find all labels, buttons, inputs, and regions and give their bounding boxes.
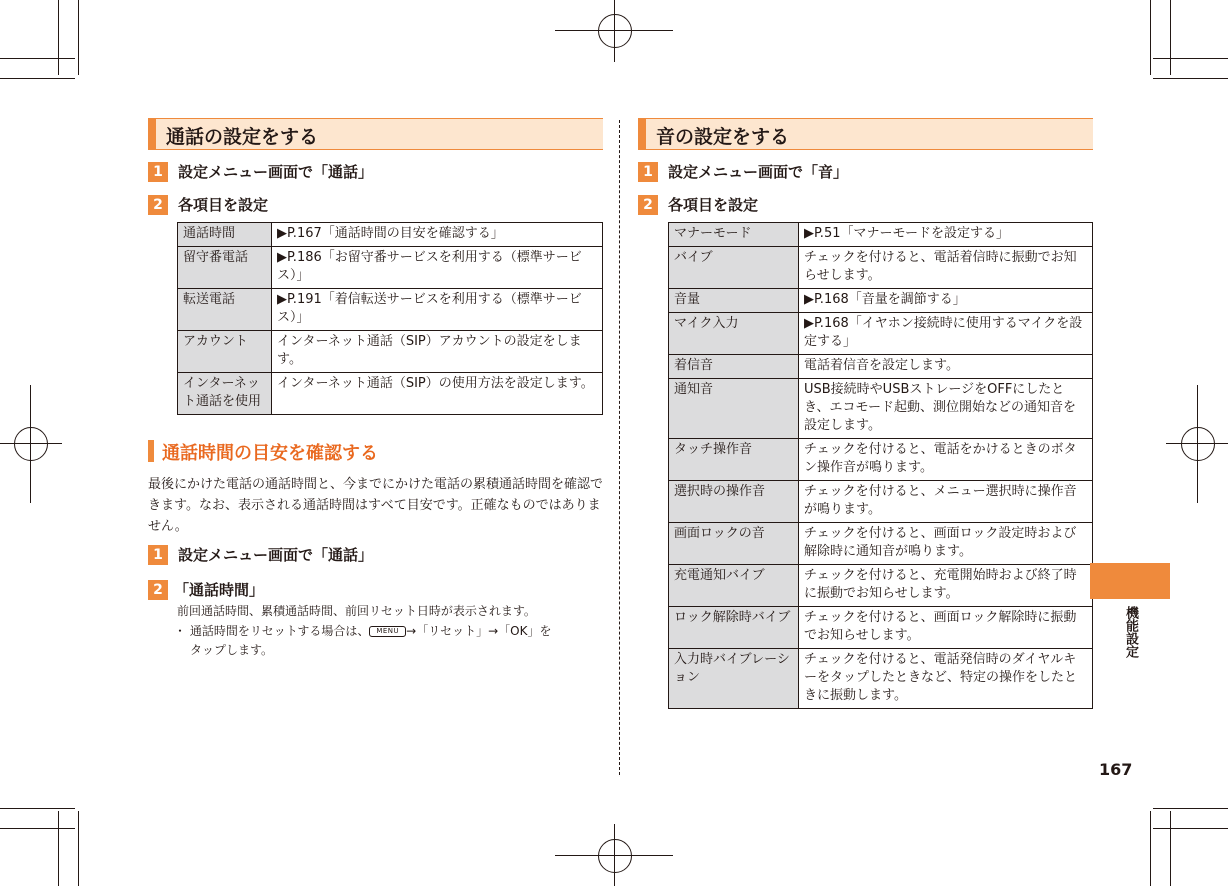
step-text: 設定メニュー画面で「通話」 xyxy=(178,546,374,564)
table-row xyxy=(669,289,1093,313)
table-row xyxy=(669,523,1093,565)
table-value: チェックを付けると、メニュー選択時に操作音が鳴ります。 xyxy=(799,481,1093,523)
section-header-call-settings xyxy=(148,118,603,150)
table-value: ▶P.51「マナーモードを設定する」 xyxy=(799,223,1093,247)
table-key: インターネット通話を使用 xyxy=(178,373,272,415)
bullet-prefix: ・ 通話時間をリセットする場合は、 xyxy=(174,624,370,638)
step-number: 1 xyxy=(638,162,658,182)
table-row xyxy=(669,439,1093,481)
table-row xyxy=(669,355,1093,379)
section-title: 音の設定をする xyxy=(656,126,790,148)
table-value: チェックを付けると、電話発信時のダイヤルキーをタップしたときなど、特定の操作をしたときに振動します。 xyxy=(799,649,1093,709)
table-key: 画面ロックの音 xyxy=(669,523,799,565)
step-text: 設定メニュー画面で「音」 xyxy=(668,163,849,181)
step-number: 2 xyxy=(638,195,658,215)
table-value: チェックを付けると、充電開始時および終了時に振動でお知らせします。 xyxy=(799,565,1093,607)
table-value: 電話着信音を設定します。 xyxy=(799,355,1093,379)
step-number: 1 xyxy=(148,162,168,182)
subsection-header-call-time xyxy=(148,440,603,462)
table-row xyxy=(669,247,1093,289)
bullet-suffix: →「リセット」→「OK」を xyxy=(406,624,552,638)
step-number: 1 xyxy=(148,545,168,565)
table-row xyxy=(178,247,603,289)
table-row xyxy=(178,373,603,415)
table-key: 通話時間 xyxy=(178,223,272,247)
chapter-tab xyxy=(1090,563,1170,599)
table-row xyxy=(669,379,1093,439)
call-time-note: 前回通話時間、累積通話時間、前回リセット日時が表示されます。 xyxy=(177,604,536,618)
table-value: インターネット通話（SIP）の使用方法を設定します。 xyxy=(272,373,603,415)
table-value: インターネット通話（SIP）アカウントの設定をします。 xyxy=(272,331,603,373)
subsection-title: 通話時間の目安を確認する xyxy=(162,443,378,464)
table-value: ▶P.168「イヤホン接続時に使用するマイクを設定する」 xyxy=(799,313,1093,355)
table-key: バイブ xyxy=(669,247,799,289)
table-value: ▶P.186「お留守番サービスを利用する（標準サービス）」 xyxy=(272,247,603,289)
table-value: チェックを付けると、画面ロック解除時に振動でお知らせします。 xyxy=(799,607,1093,649)
column-divider xyxy=(619,120,620,775)
step-text: 「通話時間」 xyxy=(174,581,265,599)
section-title: 通話の設定をする xyxy=(166,126,319,148)
reset-bullet-line2: タップします。 xyxy=(190,643,274,657)
table-key: 音量 xyxy=(669,289,799,313)
table-key: 充電通知バイブ xyxy=(669,565,799,607)
table-row xyxy=(669,649,1093,709)
table-key: 入力時バイブレーション xyxy=(669,649,799,709)
chapter-tab-label: 機能設定 xyxy=(1123,606,1138,658)
table-key: 留守番電話 xyxy=(178,247,272,289)
table-value: ▶P.167「通話時間の目安を確認する」 xyxy=(272,223,603,247)
table-value: ▶P.168「音量を調節する」 xyxy=(799,289,1093,313)
table-key: 通知音 xyxy=(669,379,799,439)
table-value: USB接続時やUSBストレージをOFFにしたとき、エコモード起動、測位開始などの通知音を設定します。 xyxy=(799,379,1093,439)
table-key: 転送電話 xyxy=(178,289,272,331)
step-text: 各項目を設定 xyxy=(668,196,759,214)
table-key: ロック解除時バイブ xyxy=(669,607,799,649)
table-value: ▶P.191「着信転送サービスを利用する（標準サービス）」 xyxy=(272,289,603,331)
step-number: 2 xyxy=(148,580,168,600)
page-number: 167 xyxy=(1099,760,1133,779)
table-value: チェックを付けると、電話着信時に振動でお知らせします。 xyxy=(799,247,1093,289)
call-time-description: 最後にかけた電話の通話時間と、今までにかけた電話の累積通話時間を確認できます。なお、表示される通話時間はすべて目安です。正確なものではありません。 xyxy=(148,477,604,534)
step-text: 設定メニュー画面で「通話」 xyxy=(178,163,374,181)
table-row xyxy=(669,313,1093,355)
step-number: 2 xyxy=(148,195,168,215)
table-key: 着信音 xyxy=(669,355,799,379)
table-row xyxy=(669,607,1093,649)
menu-key-icon: MENU xyxy=(369,626,406,637)
section-header-sound-settings xyxy=(638,118,1093,150)
reset-bullet xyxy=(174,622,551,640)
step-text: 各項目を設定 xyxy=(178,196,269,214)
table-key: アカウント xyxy=(178,331,272,373)
table-value: チェックを付けると、電話をかけるときのボタン操作音が鳴ります。 xyxy=(799,439,1093,481)
table-row xyxy=(669,565,1093,607)
table-row xyxy=(669,481,1093,523)
table-row xyxy=(669,223,1093,247)
table-row xyxy=(178,289,603,331)
table-key: タッチ操作音 xyxy=(669,439,799,481)
table-row xyxy=(178,223,603,247)
table-row xyxy=(178,331,603,373)
sound-settings-table xyxy=(668,222,1093,709)
table-key: 選択時の操作音 xyxy=(669,481,799,523)
call-settings-table xyxy=(177,222,603,415)
table-key: マナーモード xyxy=(669,223,799,247)
table-key: マイク入力 xyxy=(669,313,799,355)
table-value: チェックを付けると、画面ロック設定時および解除時に通知音が鳴ります。 xyxy=(799,523,1093,565)
